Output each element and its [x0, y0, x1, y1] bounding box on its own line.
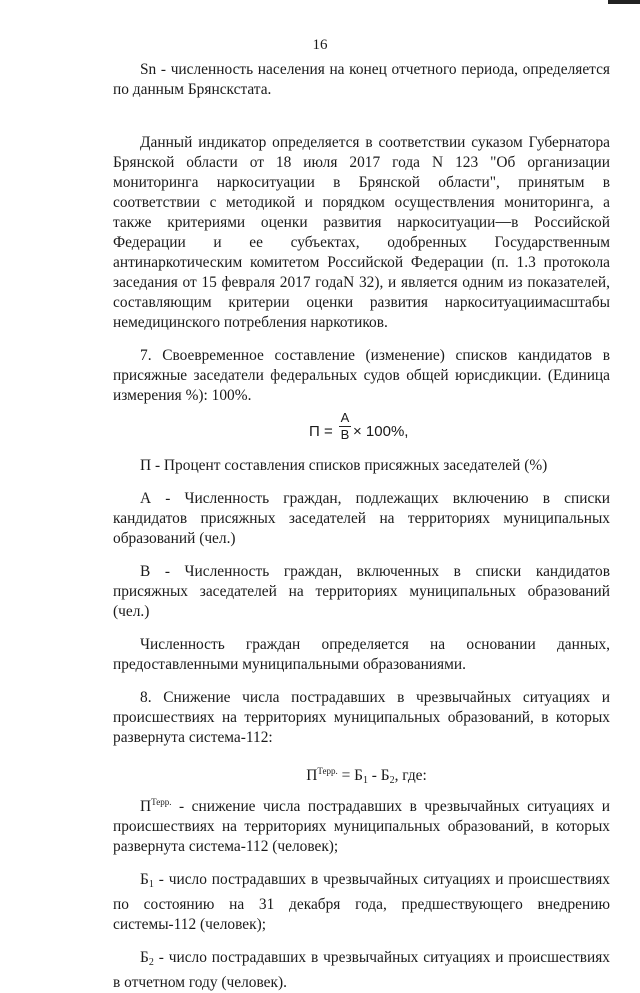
formula2-sub1: 1: [362, 775, 368, 786]
spacer: [113, 675, 610, 688]
definition-b2: [113, 948, 610, 993]
formula-lhs: П =: [309, 423, 333, 440]
spacer: [113, 100, 610, 133]
formula-reduction: [113, 761, 610, 786]
formula-fraction: [339, 410, 351, 443]
definition-pterr: [113, 792, 610, 857]
pterr-main: П: [140, 798, 152, 815]
spacer: [113, 549, 610, 562]
pterr-sup: Терр.: [151, 797, 172, 807]
formula-numerator: А: [340, 410, 350, 425]
paragraph-item-7: 7. Своевременное составление (изменение) списков кандидатов в присяжные заседатели федеральных судов общей юрисдикции. (Единица измерения %): 100%.: [113, 347, 610, 404]
spacer: [113, 333, 610, 346]
formula2-main: П: [306, 767, 318, 784]
strikethrough-mark: [495, 214, 511, 231]
spacer: [113, 935, 610, 948]
paragraph-item-8: 8. Снижение числа пострадавших в чрезвычайных ситуациях и происшествиях на территориях муниципальных образований, в которых развернута система-112:: [113, 689, 610, 746]
paragraph-indicator-part-a: Данный индикатор определяется в соответствии суказом Губернатора Брянской области от 18 июля 2017 года N 123 "Об организации мониторинга наркоситуации в Брянской области", принятым в соответствии с методикой и порядком осуществления мониторинга, а также критериями оценки развития наркоситуации: [113, 134, 610, 231]
formula-rhs: × 100%,: [353, 423, 409, 440]
b2-text: - число пострадавших в чрезвычайных ситуациях и происшествиях в отчетном году (человек).: [113, 949, 610, 991]
pterr-text: - снижение числа пострадавших в чрезвычайных ситуациях и происшествиях на территориях муниципальных образований, в которых развернута система-112 (человек);: [113, 798, 610, 855]
page-number: 16: [312, 37, 328, 53]
paragraph-indicator-part-b: в Российской Федерации и ее субъектах, одобренных Государственным антинаркотическим комитетом Российской Федерации (п. 1.3 протокола заседания от 15 февраля 2017 годаN 32), и является одним из показателей, составляющим критерии оценки развития наркоситуациимасштабы немедицинского потребления наркотиков.: [113, 214, 610, 331]
spacer: [113, 476, 610, 489]
b2-main: Б: [140, 949, 149, 966]
b2-sub: 2: [148, 957, 154, 968]
definition-a: А - Численность граждан, подлежащих включению в списки кандидатов присяжных заседателей на территориях муниципальных образований (чел.): [113, 490, 610, 547]
paragraph-count: Численность граждан определяется на основании данных, предоставленными муниципальными образованиями.: [113, 636, 610, 673]
paragraph-indicator: [113, 133, 610, 333]
formula2-sub2: 2: [389, 775, 395, 786]
paragraph-sn: Sn - численность населения на конец отчетного периода, определяется по данным Брянскстата.: [113, 61, 610, 98]
definition-p: П - Процент составления списков присяжных заседателей (%): [140, 457, 548, 474]
formula-denominator: В: [340, 427, 350, 442]
formula-percentage: [113, 406, 610, 456]
top-edge-bar: [608, 0, 640, 4]
formula2-tail: , где:: [394, 767, 427, 784]
formula2-eq: = Б: [337, 767, 363, 784]
spacer: [113, 783, 610, 792]
definition-b1: [113, 870, 610, 935]
spacer: [113, 857, 610, 870]
b1-sub: 1: [148, 879, 154, 890]
b1-text: - число пострадавших в чрезвычайных ситуациях и происшествиях по состоянию на 31 декабря года, предшествующего внедрению системы-112 (человек);: [113, 871, 610, 933]
document-body: [113, 60, 610, 993]
spacer: [113, 748, 610, 761]
spacer: [113, 622, 610, 635]
definition-b: В - Численность граждан, включенных в списки кандидатов присяжных заседателей на территориях муниципальных образований (чел.): [113, 563, 610, 620]
formula2-minus: - Б: [367, 767, 390, 784]
b1-main: Б: [140, 871, 149, 888]
formula2-sup: Терр.: [317, 766, 338, 776]
